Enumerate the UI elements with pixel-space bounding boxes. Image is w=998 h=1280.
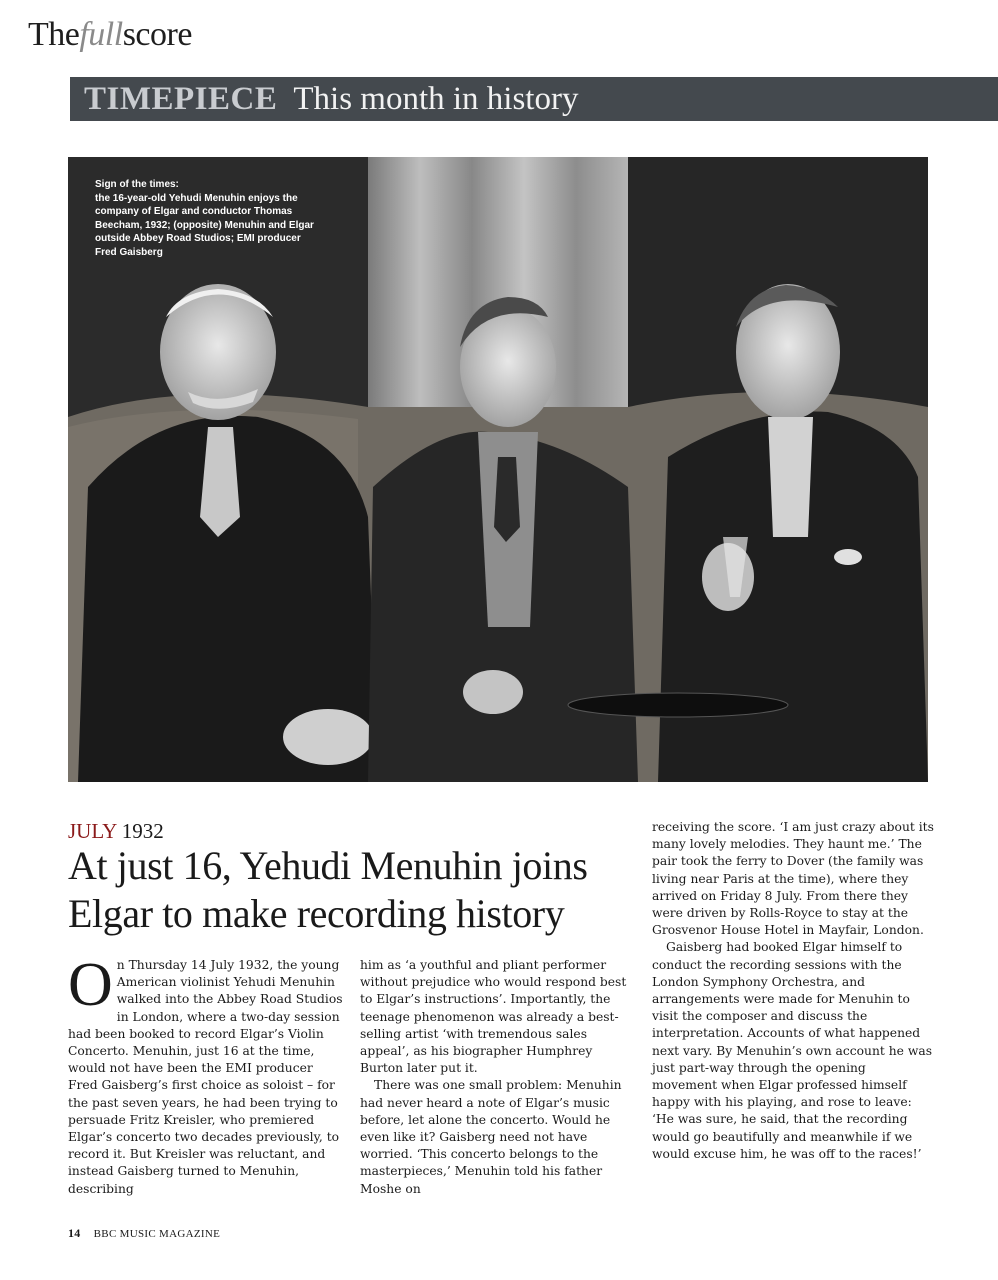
paragraph-1: n Thursday 14 July 1932, the young American violinist Yehudi Menuhin walked into the Abbey Road Studios in London, where a two-day session had been booked to record Elgar’s Violin Concerto. Menuhin, just 16 at the time, would not have been the EMI producer Fred Gaisberg’s first choice as soloist – for the past seven years, he had been trying to persuade Fritz Kreisler, who premiered Elgar’s concerto two decades previously, to record it. But Kreisler was reluctant, and instead Gaisberg turned to Menuhin, describing [68,958,343,1196]
date-year: 1932 [121,819,164,843]
drop-cap: O [68,951,113,1019]
body-column-3 [652,819,934,1163]
paragraph-2: him as ‘a youthful and pliant performer without prejudice who would respond best to Elgar’s instructions’. Importantly, the teenage phenomenon was already a best-selling artist ‘with tremendous sales appeal’, as his biographer Humphrey Burton later put it. [360,958,627,1076]
paragraph-5: Gaisberg had booked Elgar himself to conduct the recording sessions with the London Symphony Orchestra, and arrangements were made for Menuhin to visit the composer and discuss the interpretation. Accounts of what happened next vary. By Menuhin’s own account he was just part-way through the opening movement when Elgar professed himself happy with his playing, and rose to leave: ‘He was sure, he said, that the recording would go beautifully and meanwhile if we would excuse him, he was off to the races!’ [652,940,932,1161]
article-headline: At just 16, Yehudi Menuhin joins Elgar to make recording history [68,843,588,936]
banner-subtitle: This month in history [293,80,579,117]
historic-photo [68,157,928,782]
publication-name: BBC MUSIC MAGAZINE [93,1228,221,1240]
banner-label: TIMEPIECE [84,80,278,117]
magazine-section-title [28,16,192,54]
body-column-2 [360,957,638,1198]
photo-caption [95,178,315,260]
page-number: 14 [68,1226,81,1240]
page-footer [68,1226,220,1241]
date-month: JULY [68,819,117,843]
caption-text: the 16-year-old Yehudi Menuhin enjoys the company of Elgar and conductor Thomas Beecham, 1932; (opposite) Menuhin and Elgar outside Abbey Road Studios; EMI producer Fred Gaisberg [95,192,314,258]
paragraph-3: There was one small problem: Menuhin had never heard a note of Elgar’s music before, let alone the concerto. Would he even like it? Gaisberg need not have worried. ‘This concerto belongs to the masterpieces,’ Menuhin told his father Moshe on [360,1078,622,1196]
masthead-score: score [122,16,192,53]
article-date [68,819,164,844]
masthead-full: full [79,16,123,53]
section-banner [70,77,998,121]
caption-title: Sign of the times: [95,179,179,190]
body-column-1 [68,951,346,1198]
paragraph-4: receiving the score. ‘I am just crazy about its many lovely melodies. They haunt me.’ The pair took the ferry to Dover (the family was living near Paris at the time), where they arrived on Friday 8 July. From there they were driven by Rolls-Royce to stay at the Grosvenor House Hotel in Mayfair, London. [652,820,934,938]
masthead-the: The [28,16,80,53]
